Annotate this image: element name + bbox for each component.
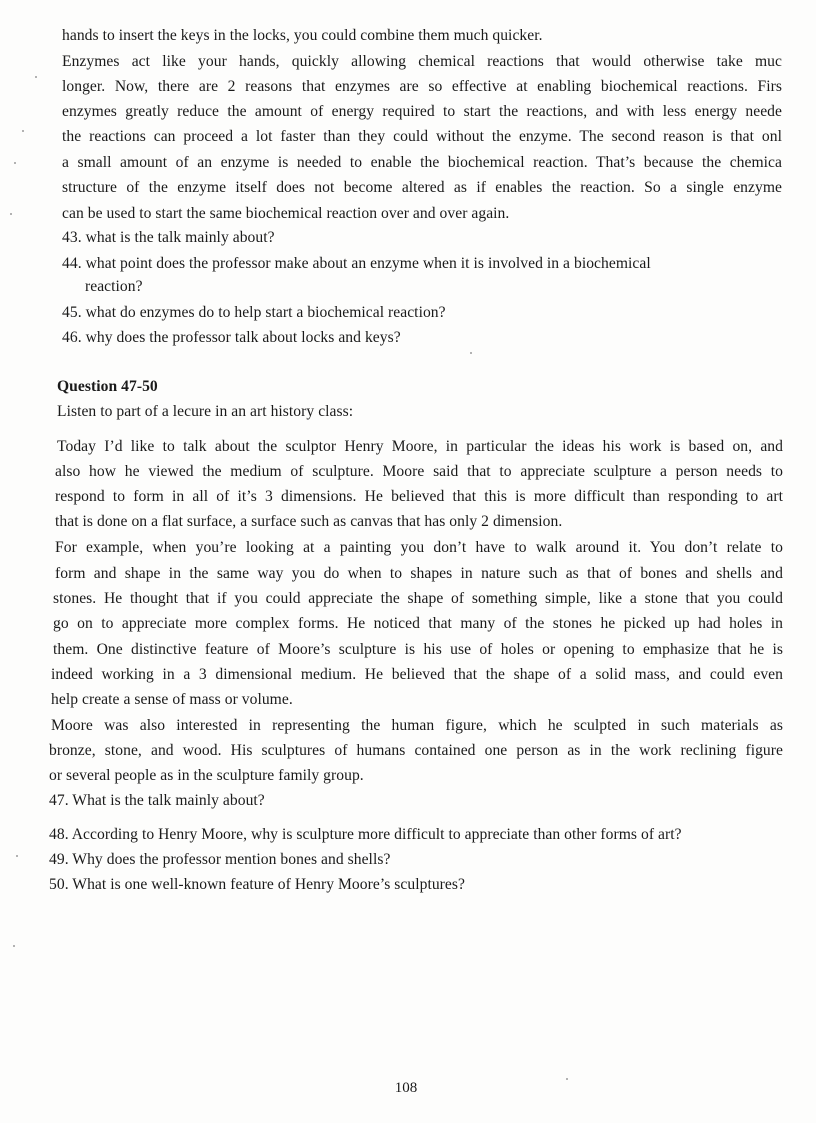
passage-line: the reactions can proceed a lot faster than they could without the enzyme. The second reason is that onl xyxy=(62,128,782,145)
scan-speck xyxy=(14,162,16,164)
question-44: 44. what point does the professor make about an enzyme when it is involved in a biochemical xyxy=(62,255,651,272)
passage-line: a small amount of an enzyme is needed to enable the biochemical reaction. That’s because the chemica xyxy=(62,154,782,171)
passage-line: respond to form in all of it’s 3 dimensions. He believed that this is more difficult than responding to art xyxy=(55,488,783,505)
page-number: 108 xyxy=(394,1080,418,1096)
scan-speck xyxy=(16,855,18,857)
passage-line: bronze, stone, and wood. His sculptures of humans contained one person as in the work reclining figure xyxy=(49,742,783,759)
passage-line: hands to insert the keys in the locks, you could combine them much quicker. xyxy=(62,27,543,44)
passage-line: stones. He thought that if you could appreciate the shape of something simple, like a stone that you could xyxy=(53,590,783,607)
passage-line: Moore was also interested in representing the human figure, which he sculpted in such materials as xyxy=(51,717,783,734)
question-45: 45. what do enzymes do to help start a biochemical reaction? xyxy=(62,304,446,321)
question-50: 50. What is one well-known feature of Henry Moore’s sculptures? xyxy=(49,876,465,893)
question-49: 49. Why does the professor mention bones and shells? xyxy=(49,851,391,868)
passage-line: indeed working in a 3 dimensional medium. He believed that the shape of a solid mass, and could even xyxy=(51,666,783,683)
question-46: 46. why does the professor talk about locks and keys? xyxy=(62,329,401,346)
passage-line: or several people as in the sculpture family group. xyxy=(49,767,364,784)
question-47: 47. What is the talk mainly about? xyxy=(49,792,265,809)
question-48: 48. According to Henry Moore, why is sculpture more difficult to appreciate than other forms of art? xyxy=(49,826,682,843)
passage-line: structure of the enzyme itself does not become altered as if enables the reaction. So a single enzyme xyxy=(62,179,782,196)
passage-line: that is done on a flat surface, a surface such as canvas that has only 2 dimension. xyxy=(55,513,563,530)
scan-speck xyxy=(35,76,37,78)
passage-line: longer. Now, there are 2 reasons that enzymes are so effective at enabling biochemical reactions. Firs xyxy=(62,78,782,95)
scan-speck xyxy=(13,945,15,947)
scan-speck xyxy=(22,130,24,132)
scan-speck xyxy=(566,1078,568,1080)
passage-line: also how he viewed the medium of sculpture. Moore said that to appreciate sculpture a person needs to xyxy=(55,463,783,480)
passage-line: them. One distinctive feature of Moore’s sculpture is his use of holes or opening to emphasize that he is xyxy=(53,641,783,658)
passage-line: help create a sense of mass or volume. xyxy=(51,691,293,708)
passage-line: form and shape in the same way you do when to shapes in nature such as that of bones and shells and xyxy=(55,565,783,582)
passage-line: Enzymes act like your hands, quickly allowing chemical reactions that would otherwise take muc xyxy=(62,53,782,70)
question-44-continuation: reaction? xyxy=(85,278,143,295)
section-intro: Listen to part of a lecure in an art history class: xyxy=(57,403,354,420)
passage-line: Today I’d like to talk about the sculptor Henry Moore, in particular the ideas his work is based on, and xyxy=(57,438,783,455)
passage-line: go on to appreciate more complex forms. He noticed that many of the stones he picked up had holes in xyxy=(53,615,783,632)
passage-line: can be used to start the same biochemical reaction over and over again. xyxy=(62,205,510,222)
passage-line: enzymes greatly reduce the amount of energy required to start the reactions, and with less energy neede xyxy=(62,103,782,120)
scan-speck xyxy=(10,213,12,215)
scan-speck xyxy=(470,352,472,354)
section-heading: Question 47-50 xyxy=(57,378,158,395)
question-43: 43. what is the talk mainly about? xyxy=(62,229,275,246)
passage-line: For example, when you’re looking at a painting you don’t have to walk around it. You don’t relate to xyxy=(55,539,783,556)
